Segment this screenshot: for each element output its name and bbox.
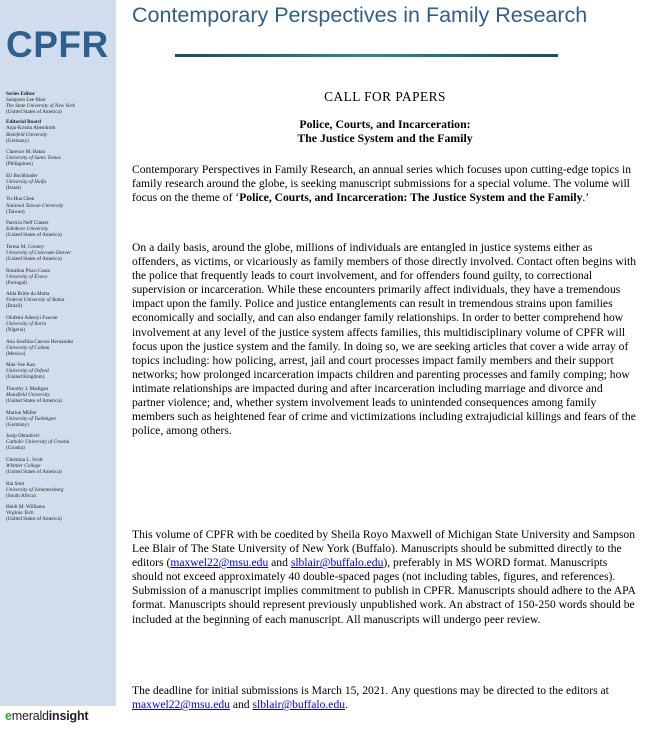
board-entry xyxy=(6,220,114,238)
board-member-name: Timothy J. Madigan xyxy=(6,385,49,392)
board-entry xyxy=(6,119,114,143)
board-entry xyxy=(6,339,114,357)
board-member-institution: University of Tuebingen xyxy=(6,415,56,422)
submission-text-a: This volume of CPFR with be coedited by Sheila Royo Maxwell of Michigan State University and Sampson Lee Blair of The State University of New York (Buffalo). Manuscripts should be submitted directly to the editors ( xyxy=(132,528,635,570)
board-member-institution: University of Colorado-Denver xyxy=(6,249,72,256)
board-member-name: Patricia Neff Claster xyxy=(6,220,49,227)
board-member-institution: Catholic University of Croatia xyxy=(6,439,70,446)
board-member-name: Alda Britto da Motta xyxy=(6,291,50,298)
board-entry xyxy=(6,362,114,380)
deadline-text-c: . xyxy=(345,698,348,712)
series-title: Contemporary Perspectives in Family Research xyxy=(132,3,588,27)
volume-theme: Police, Courts, and Incarceration: The Justice System and the Family xyxy=(239,191,583,205)
intro-text: Contemporary Perspectives in Family Research, an annual series which focuses upon cutting-edge topics in family research around the globe, is seeking manuscript submissions for a special volume. The volume will focus on the theme of ‘ xyxy=(132,163,632,205)
emerald-insight-logo xyxy=(5,709,88,723)
board-member-name: Clarence M. Batan xyxy=(6,149,46,156)
series-editor-title: Series Editor xyxy=(6,91,35,97)
board-member-country: (Portugal) xyxy=(6,279,28,286)
board-member-name: Man-Yee Kan xyxy=(6,362,36,369)
board-member-name: Marion Müller xyxy=(6,409,37,416)
email-link-maxwell[interactable]: maxwel22@msu.edu xyxy=(170,556,269,570)
board-entry xyxy=(6,481,114,499)
board-member-institution: Virginia Tech xyxy=(6,510,34,517)
board-member-name: Ana Josefina Cuevas Hernandez xyxy=(6,338,74,345)
board-entry xyxy=(6,268,114,286)
board-member-name: Rosalina Pisco Costa xyxy=(6,267,50,274)
deadline-paragraph xyxy=(132,684,638,712)
board-member-country: (Israel) xyxy=(6,185,21,191)
email-link-maxwell[interactable]: maxwel22@msu.edu xyxy=(132,698,230,712)
description-paragraph: On a daily basis, around the globe, millions of individuals are entangled in justice systems either as offenders, as victims, or vicariously as family members of those directly involved. Contact often begins with the police that frequently leads to court involvement, and for offenders found guilty, to correctional supervision or incarceration. While these encounters primarily affect individuals, they have a tremendous impact upon the family. Police and justice entanglements can result in tremendous strains upon families economically and socially, and can also endanger family relationships. In order to better comprehend how involvement at any level of the justice system affects families, this multidisciplinary volume of CPFR will focus upon the justice system and the family. In doing so, we are seeking articles that cover a wide array of topics including: how policing, arrest, jail and court processes impact family members and their support networks; how prolonged incarceration impacts children and parenting processes and family comping; how intimate relationships are impacted during and after incarceration including marriage and divorce and partner violence; and, whether system involvement leads to unintended consequences among family members such as heightened fear of crime and victimizations including extrajudicial killings and fears of the police, among others. xyxy=(132,241,636,438)
submission-paragraph xyxy=(132,528,638,627)
board-member-country: (United Kingdom) xyxy=(6,374,45,381)
board-member-country: (United States of America) xyxy=(6,109,62,116)
publisher-brand-bold: insight xyxy=(48,709,89,723)
board-member-institution: Bielefeld University xyxy=(6,131,48,138)
board-member-institution: Edinboro University xyxy=(6,226,49,233)
board-member-institution: University of Oxford xyxy=(6,368,49,375)
board-member-name: Anja-Kristin Abendroth xyxy=(6,125,56,132)
sidebar xyxy=(0,0,116,706)
board-member-name: Sampson Lee Blair xyxy=(6,97,46,104)
board-member-country: (Taiwan) xyxy=(6,208,25,215)
deadline-text-b: and xyxy=(229,698,253,712)
intro-paragraph xyxy=(132,163,638,205)
board-entry xyxy=(6,433,114,451)
board-entry xyxy=(6,457,114,475)
board-member-name: Eli Buchbinder xyxy=(6,172,38,179)
volume-title-line2: The Justice System and the Family xyxy=(297,131,473,145)
title-divider xyxy=(175,54,558,57)
publisher-brand-light: merald xyxy=(11,709,49,723)
emerald-e-icon: e xyxy=(5,709,12,723)
deadline-text-a: The deadline for initial submissions is March 15, 2021. Any questions may be directed to the editors at xyxy=(132,684,609,697)
series-editor xyxy=(6,91,114,115)
call-for-papers-heading: CALL FOR PAPERS xyxy=(324,89,446,104)
board-entry xyxy=(6,386,114,404)
board-member-institution: Whittier College xyxy=(6,462,41,469)
board-member-country: (United States of America) xyxy=(6,398,62,405)
board-member-name: Olufemi Adeniyi Fawole xyxy=(6,314,58,321)
board-entry xyxy=(6,504,114,522)
board-entry xyxy=(6,196,114,214)
volume-title-line1: Police, Courts, and Incarceration: xyxy=(299,117,471,131)
cpfr-logo: CPFR xyxy=(6,24,109,65)
board-member-institution: National Taiwan University xyxy=(6,202,64,209)
board-member-institution: University of Évora xyxy=(6,273,47,280)
board-member-country: (United States of America) xyxy=(6,232,62,239)
submission-text-b: and xyxy=(268,556,291,570)
board-member-name: Christina L. Scott xyxy=(6,456,43,463)
board-entry xyxy=(6,410,114,428)
board-member-institution: University of Santo Tomas xyxy=(6,155,61,162)
editorial-board xyxy=(6,91,114,528)
board-member-institution: University of Colima xyxy=(6,344,50,351)
board-member-country: (Nigeria) xyxy=(6,327,26,334)
board-member-institution: Federal University of Bahia xyxy=(6,297,65,304)
intro-end: .’ xyxy=(582,191,590,205)
editorial-board-title: Editorial Board xyxy=(6,119,42,126)
board-entry xyxy=(6,149,114,167)
volume-title xyxy=(132,117,638,145)
board-member-country: (Germany) xyxy=(6,137,29,144)
board-member-institution: University of Ilorin xyxy=(6,320,47,327)
board-member-name: Josip Obradović xyxy=(6,433,40,440)
submission-text-c: ), preferably in MS WORD format. Manuscripts should not exceed approximately 40 double-spaced pages (not including tables, figures, and references). Submission of a manuscript implies commitment to publish in CPFR. Manuscripts should adhere to the APA format. Manuscripts should represent previously unpublished work. An abstract of 150-250 words should be included at the beginning of each manuscript. All manuscripts will undergo peer review. xyxy=(132,556,636,626)
board-member-country: (Brazil) xyxy=(6,303,23,310)
board-member-country: (South Africa) xyxy=(6,492,36,499)
board-member-country: (Mexico) xyxy=(6,350,26,357)
email-link-blair[interactable]: slblair@buffalo.edu xyxy=(290,556,384,570)
board-member-name: Heidi M. Williams xyxy=(6,504,45,511)
board-member-name: Ria Smit xyxy=(6,480,25,487)
board-member-country: (Philippines) xyxy=(6,161,33,168)
board-member-institution: University of Johannesburg xyxy=(6,486,64,493)
board-entry xyxy=(6,291,114,309)
board-member-institution: University of Haifa xyxy=(6,178,47,185)
board-member-country: (United States of America) xyxy=(6,256,62,263)
board-member-name: Teresa M. Cooney xyxy=(6,243,45,250)
board-member-country: (United States of America) xyxy=(6,516,62,523)
board-member-country: (Germany) xyxy=(6,421,29,428)
board-member-name: Yu-Hua Chen xyxy=(6,196,35,203)
board-member-country: (Croatia) xyxy=(6,445,25,452)
board-entry xyxy=(6,244,114,262)
email-link-blair[interactable]: slblair@buffalo.edu xyxy=(252,698,346,712)
board-member-country: (United States of America) xyxy=(6,469,62,476)
board-member-institution: Mansfield University xyxy=(6,391,50,398)
board-entry xyxy=(6,315,114,333)
board-member-institution: The State University of New York xyxy=(6,103,75,110)
board-entry xyxy=(6,173,114,191)
